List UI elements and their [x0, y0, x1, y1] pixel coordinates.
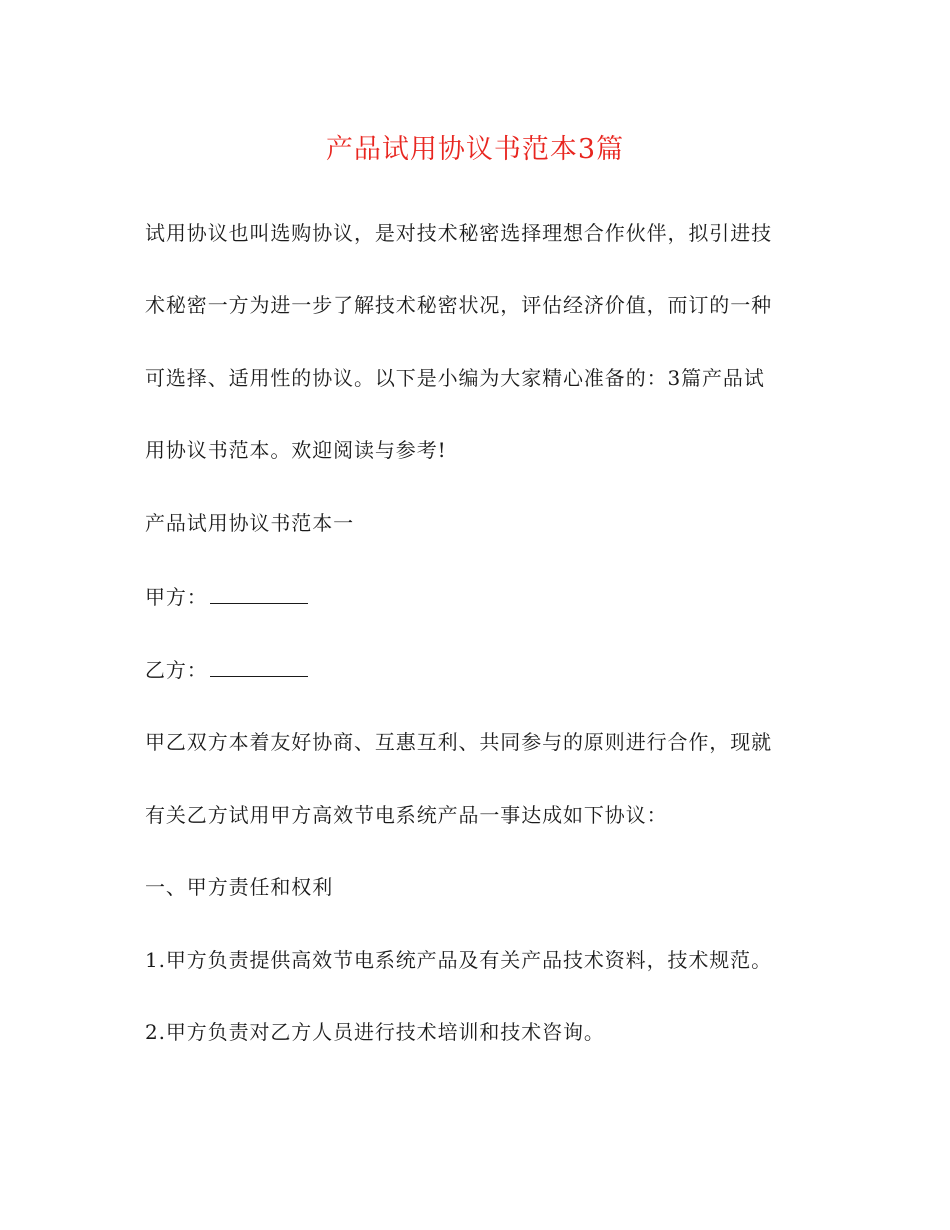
intro-line-3: 可选择、适用性的协议。以下是小编为大家精心准备的：3篇产品试: [145, 366, 765, 390]
intro-line-1: 试用协议也叫选购协议，是对技术秘密选择理想合作伙伴，拟引进技: [145, 221, 772, 245]
clause-2: 2.甲方负责对乙方人员进行技术培训和技术咨询。: [145, 1020, 605, 1044]
party-a-blank: [210, 583, 308, 604]
intro-line-2: 术秘密一方为进一步了解技术秘密状况，评估经济价值，而订的一种: [145, 293, 772, 317]
clause-1: 1.甲方负责提供高效节电系统产品及有关产品技术资料，技术规范。: [145, 948, 772, 972]
party-b-label: 乙方：: [145, 658, 208, 682]
party-a-label: 甲方：: [145, 585, 208, 609]
preamble-line-2: 有关乙方试用甲方高效节电系统产品一事达成如下协议：: [145, 803, 668, 827]
party-b-blank: [210, 656, 308, 677]
intro-line-4: 用协议书范本。欢迎阅读与参考!: [145, 438, 447, 462]
document-title: 产品试用协议书范本3篇: [325, 134, 625, 165]
section-heading: 产品试用协议书范本一: [145, 511, 354, 535]
party-b-line: [145, 655, 308, 685]
party-a-line: [145, 582, 308, 612]
preamble-line-1: 甲乙双方本着友好协商、互惠互利、共同参与的原则进行合作，现就: [145, 730, 772, 754]
clause-heading: 一、甲方责任和权利: [145, 875, 334, 899]
